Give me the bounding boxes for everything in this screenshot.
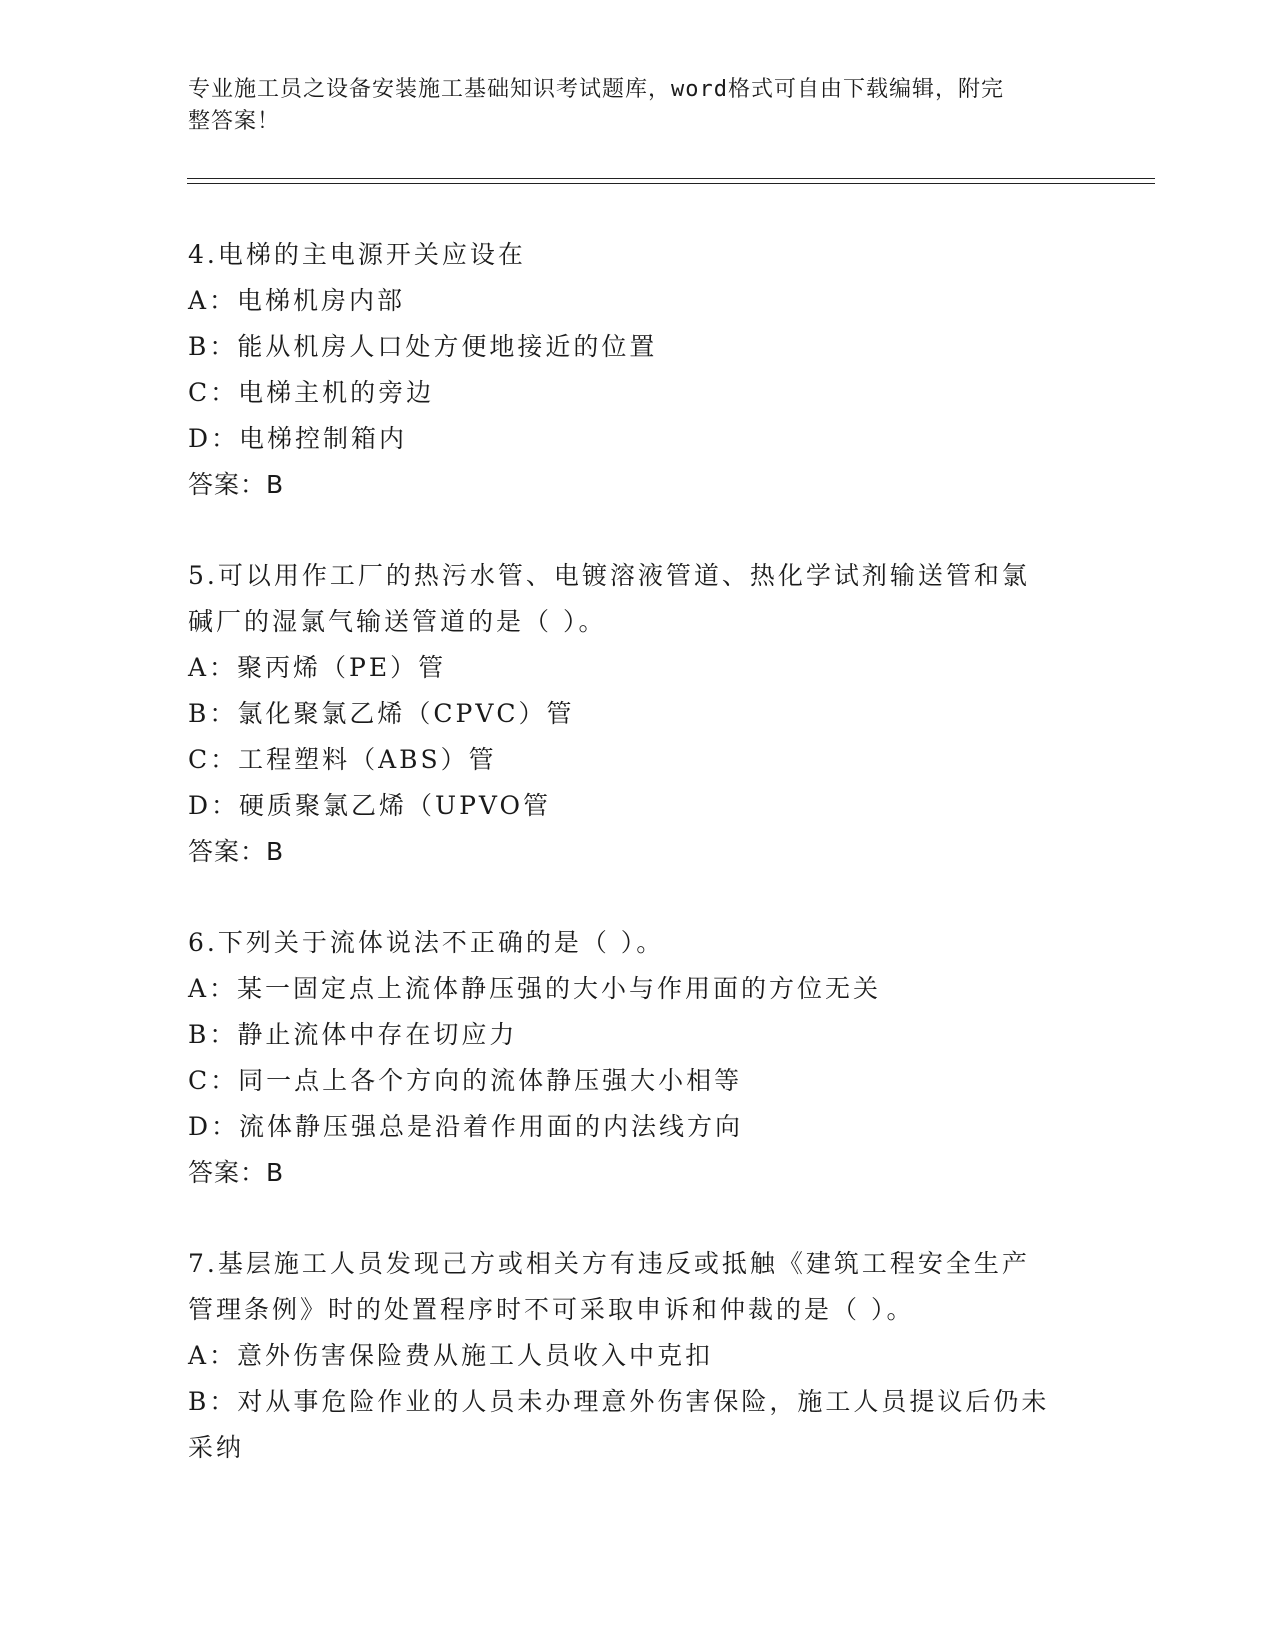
answer-line: 答案：B [188, 470, 285, 499]
header-divider-top [187, 178, 1155, 179]
header-divider-bottom [187, 183, 1155, 184]
question-text: 4.电梯的主电源开关应设在 [188, 240, 526, 269]
option-c: C：同一点上各个方向的流体静压强大小相等 [188, 1066, 743, 1095]
question-text-cont: 管理条例》时的处置程序时不可采取申诉和仲裁的是（ ）。 [188, 1295, 915, 1324]
option-d: D：流体静压强总是沿着作用面的内法线方向 [188, 1112, 744, 1141]
document-header [188, 74, 1068, 138]
question-text: 5.可以用作工厂的热污水管、电镀溶液管道、热化学试剂输送管和氯 [188, 561, 1030, 590]
question-text-cont: 碱厂的湿氯气输送管道的是（ ）。 [188, 607, 607, 636]
option-c: C：电梯主机的旁边 [188, 378, 435, 407]
answer-line: 答案：B [188, 837, 285, 866]
option-a: A：电梯机房内部 [188, 286, 406, 315]
option-b-cont: 采纳 [188, 1433, 245, 1462]
option-a: A：聚丙烯（PE）管 [188, 653, 447, 682]
question-6 [188, 920, 1088, 1196]
question-list [188, 232, 1088, 1516]
header-line-2: 整答案！ [188, 109, 281, 134]
option-b: B：能从机房人口处方便地接近的位置 [188, 332, 658, 361]
question-5 [188, 553, 1088, 875]
header-line-1: 专业施工员之设备安装施工基础知识考试题库，word格式可自由下载编辑，附完 [188, 77, 1004, 102]
option-d: D：电梯控制箱内 [188, 424, 408, 453]
question-4 [188, 232, 1088, 508]
option-d: D：硬质聚氯乙烯（UPVO管 [188, 791, 552, 820]
option-a: A：某一固定点上流体静压强的大小与作用面的方位无关 [188, 974, 882, 1003]
option-a: A：意外伤害保险费从施工人员收入中克扣 [188, 1341, 714, 1370]
question-text: 6.下列关于流体说法不正确的是（ ）。 [188, 928, 665, 957]
answer-line: 答案：B [188, 1158, 285, 1187]
option-b: B：静止流体中存在切应力 [188, 1020, 518, 1049]
option-b: B：对从事危险作业的人员未办理意外伤害保险，施工人员提议后仍未 [188, 1387, 1050, 1416]
question-7 [188, 1241, 1088, 1471]
option-c: C：工程塑料（ABS）管 [188, 745, 497, 774]
option-b: B：氯化聚氯乙烯（CPVC）管 [188, 699, 575, 728]
question-text: 7.基层施工人员发现己方或相关方有违反或抵触《建筑工程安全生产 [188, 1249, 1030, 1278]
